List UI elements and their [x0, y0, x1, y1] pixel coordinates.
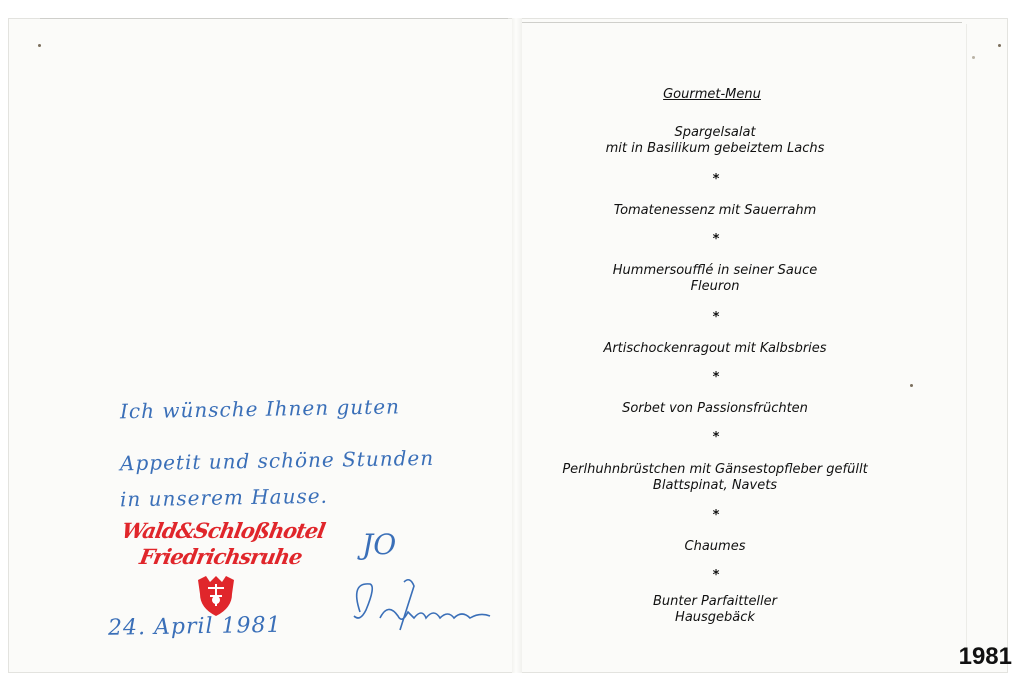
course-separator: * [712, 310, 720, 325]
hotel-stamp-name: Wald&Schloßhotel [119, 518, 327, 543]
menu-title: Gourmet-Menu [663, 87, 761, 102]
course-line: Fleuron [690, 279, 740, 294]
handwritten-signature [330, 572, 500, 632]
handwritten-note-line: Ich wünsche Ihnen guten [119, 394, 401, 424]
course-line: Bunter Parfaitteller [652, 594, 778, 609]
course-line: Artischockenragout mit Kalbsbries [603, 341, 827, 356]
year-label: 1981 [958, 643, 1012, 670]
course-8 [520, 594, 910, 626]
course-line: Blattspinat, Navets [652, 478, 778, 493]
card-top-edge-right [522, 22, 962, 23]
course-separator: * [712, 568, 720, 583]
hotel-crest-icon [192, 572, 240, 618]
course-separator: * [712, 232, 720, 247]
course-5 [520, 401, 910, 417]
hotel-stamp-place: Friedrichsruhe [137, 544, 304, 569]
course-1 [520, 125, 910, 157]
course-separator: * [712, 370, 720, 385]
course-line: Chaumes [684, 539, 746, 554]
handwritten-initials: JO [362, 528, 397, 561]
right-page-edge [966, 24, 967, 664]
course-7 [520, 539, 910, 555]
course-line: Spargelsalat [674, 125, 756, 140]
paper-speck [38, 44, 41, 47]
course-line: Perlhuhnbrüstchen mit Gänsestopfleber gefüllt [562, 462, 868, 477]
paper-speck [972, 56, 975, 59]
paper-speck [910, 384, 913, 387]
course-line: Tomatenessenz mit Sauerrahm [613, 203, 817, 218]
handwritten-note-line: Appetit und schöne Stunden [119, 445, 435, 476]
course-4 [520, 341, 910, 357]
paper-speck [998, 44, 1001, 47]
course-line: Hausgebäck [675, 610, 755, 625]
course-line: Hummersoufflé in seiner Sauce [612, 263, 818, 278]
course-separator: * [712, 430, 720, 445]
course-line: mit in Basilikum gebeiztem Lachs [605, 141, 825, 156]
course-2 [520, 203, 910, 219]
card-top-edge-left [40, 18, 508, 19]
handwritten-note-line: in unserem Hause. [119, 483, 329, 512]
course-separator: * [712, 172, 720, 187]
course-6 [520, 462, 910, 494]
handwritten-date: 24. April 1981 [107, 612, 282, 641]
course-separator: * [712, 508, 720, 523]
course-3 [520, 263, 910, 295]
course-line: Sorbet von Passionsfrüchten [622, 401, 808, 416]
